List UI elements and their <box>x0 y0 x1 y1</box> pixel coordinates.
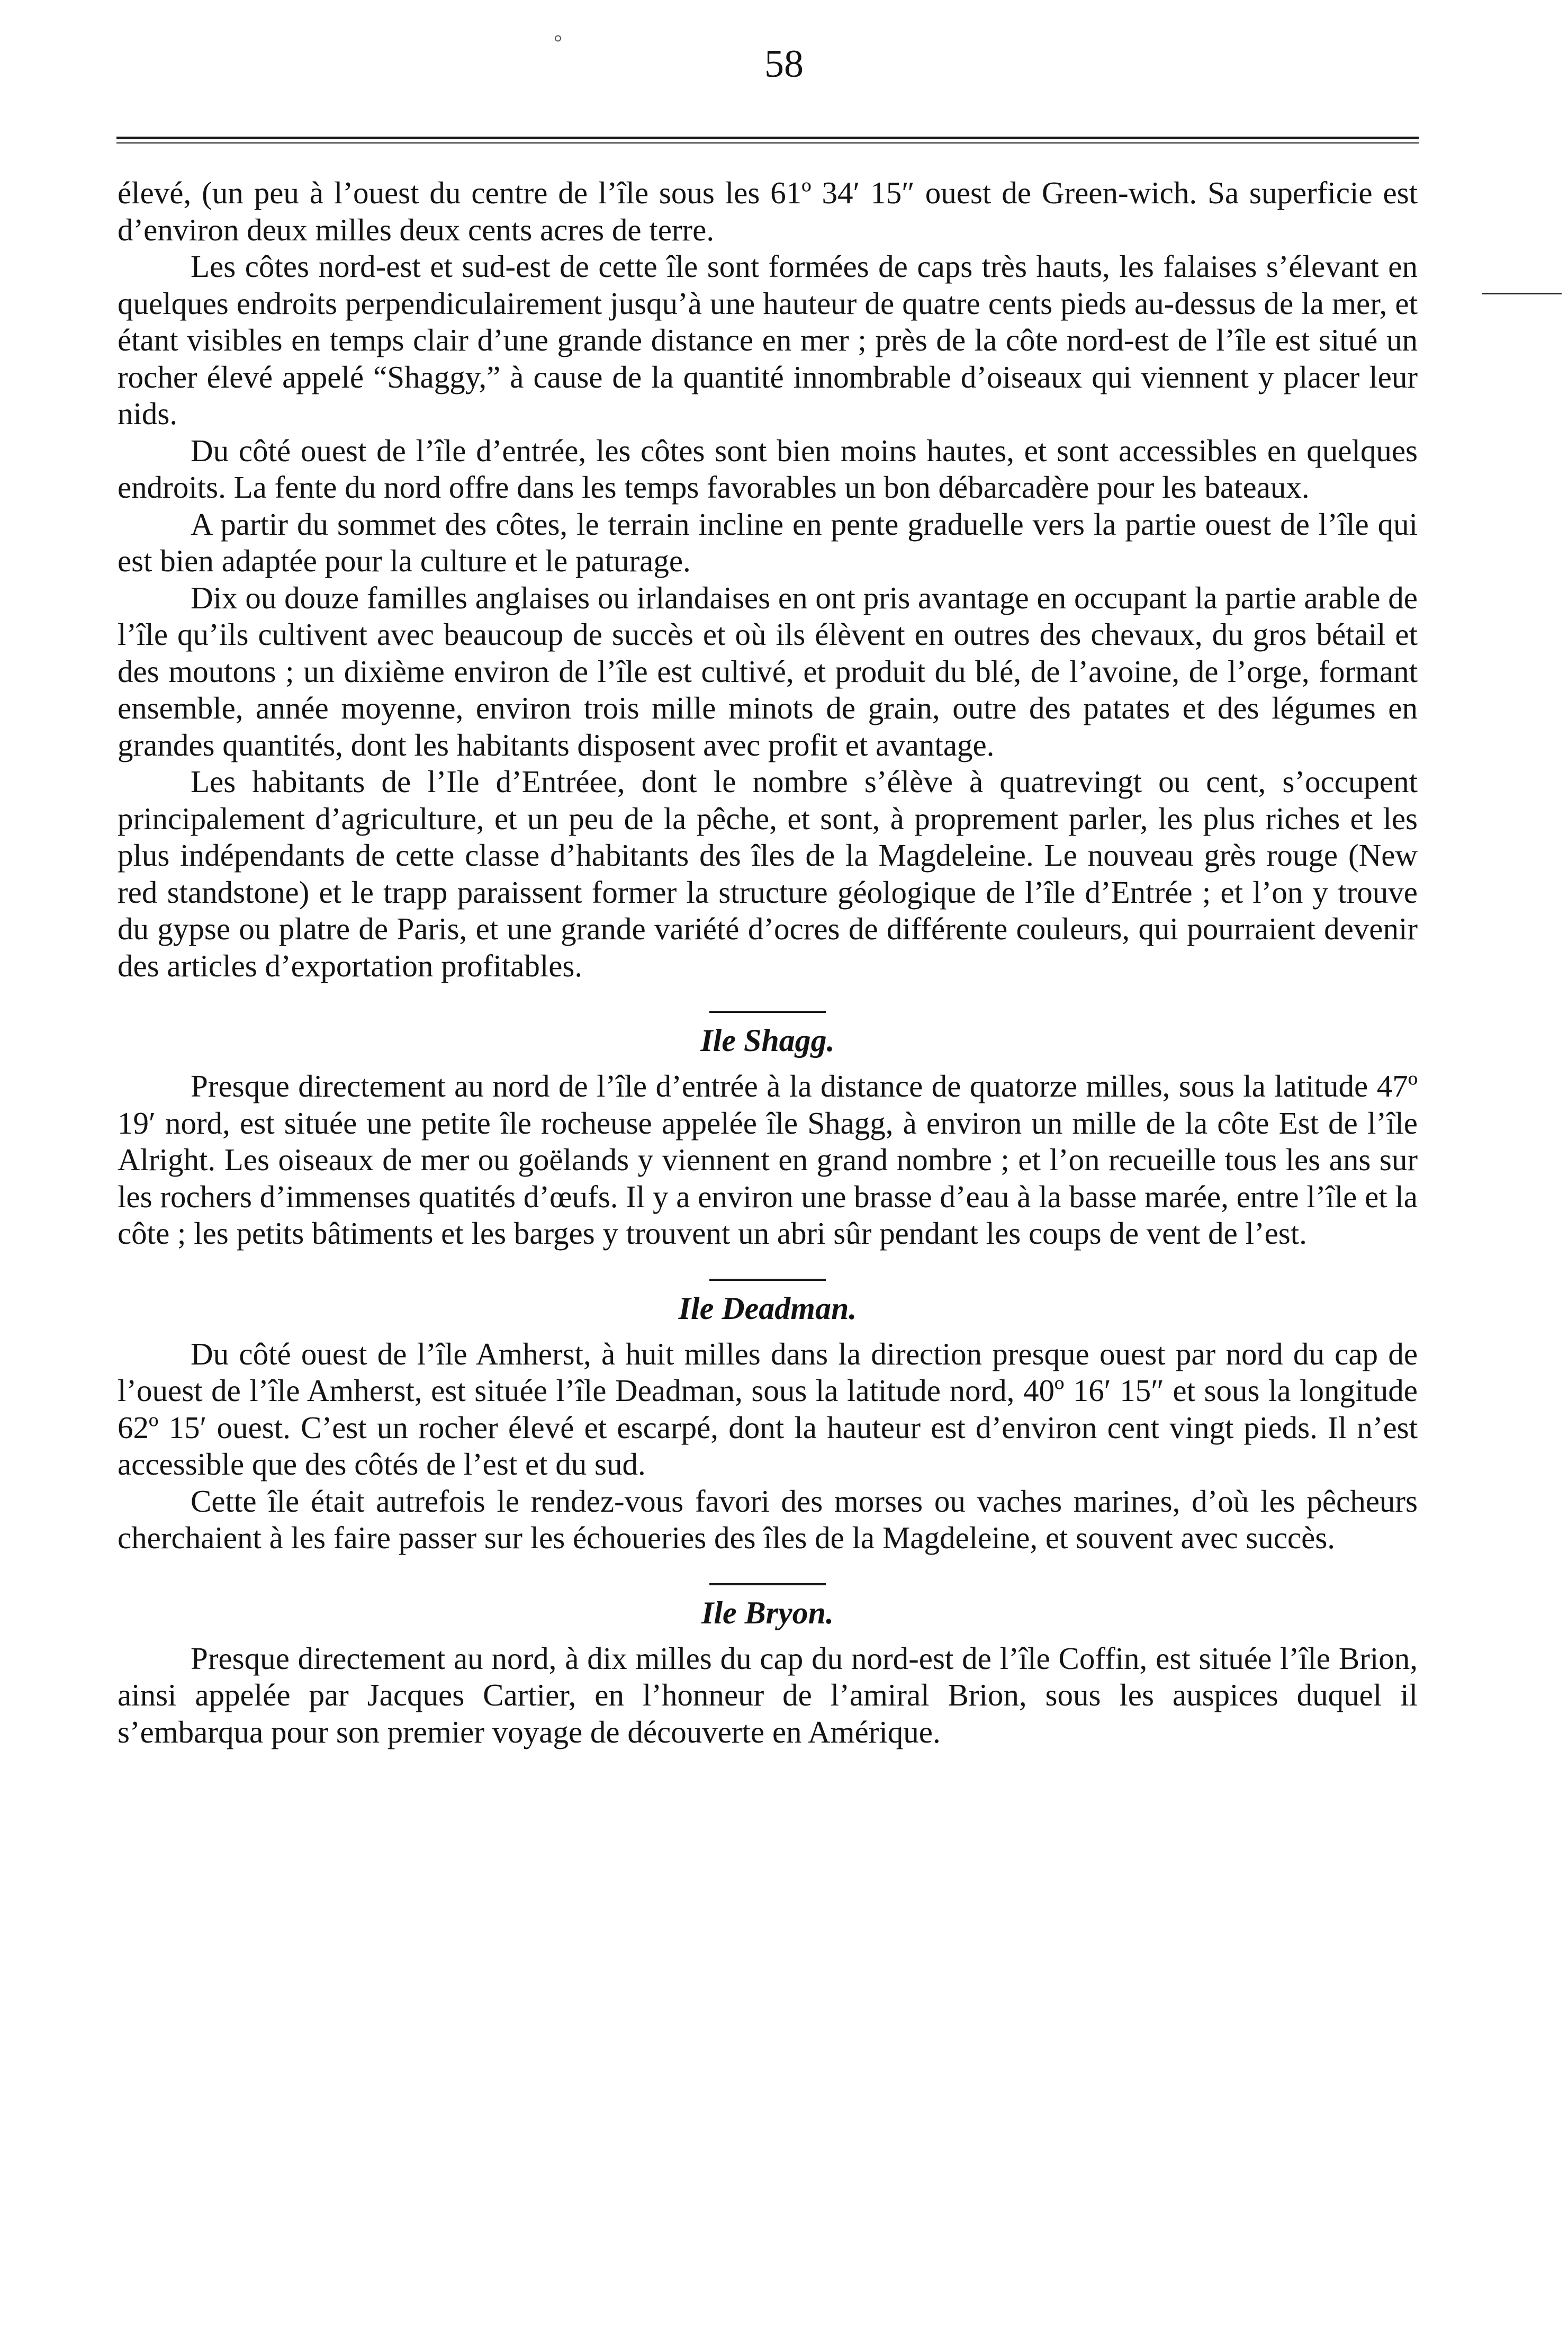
margin-mark <box>1482 293 1562 294</box>
section-separator <box>709 1279 826 1281</box>
section-separator <box>709 1583 826 1585</box>
header-rule <box>116 137 1419 139</box>
paragraph: Presque directement au nord de l’île d’entrée à la distance de quatorze milles, sous la latitude 47º 19′ nord, est située une petite île rocheuse appelée île Shagg, à environ un mille de la côte Est de l’île Alright. Les oiseaux de mer ou goëlands y viennent en grand nombre ; et l’on recueille tous les ans sur les rochers d’immenses quatités d’œufs. Il y a environ une brasse d’eau à la basse marée, entre l’île et la côte ; les petits bâtiments et les barges y trouvent un abri sûr pendant les coups de vent de l’est. <box>118 1069 1418 1251</box>
section-title-ile-shagg: Ile Shagg. <box>700 1023 835 1058</box>
section-title-ile-deadman: Ile Deadman. <box>678 1290 857 1326</box>
section-separator <box>709 1011 826 1013</box>
paragraph: Du côté ouest de l’île Amherst, à huit milles dans la direction presque ouest par nord du cap de l’ouest de l’île Amherst, est située l’île Deadman, sous la latitude nord, 40º 16′ 15″ et sous la longitude 62º 15′ ouest. C’est un rocher élevé et escarpé, dont la hauteur est d’environ cent vingt pieds. Il n’est accessible que des côtés de l’est et du sud. <box>118 1336 1418 1482</box>
paragraph: A partir du sommet des côtes, le terrain incline en pente graduelle vers la partie ouest de l’île qui est bien adaptée pour la culture et le paturage. <box>118 506 1418 578</box>
paragraph: Les côtes nord-est et sud-est de cette île sont formées de caps très hauts, les falaises s’élevant en quelques endroits perpendiculairement jusqu’à une hauteur de quatre cents pieds au-dessus de la mer, et étant visibles en temps clair d’une grande distance en mer ; près de la côte nord-est de l’île est situé un rocher élevé appelé “Shaggy,” à cause de la quantité innombrable d’oiseaux qui viennent y placer leur nids. <box>118 249 1418 431</box>
paragraph: élevé, (un peu à l’ouest du centre de l’île sous les 61º 34′ 15″ ouest de Green-wich. Sa superficie est d’environ deux milles deux cents acres de terre. <box>118 175 1418 247</box>
paragraph: Du côté ouest de l’île d’entrée, les côtes sont bien moins hautes, et sont accessibles en quelques endroits. La fente du nord offre dans les temps favorables un bon débarcadère pour les bateaux. <box>118 433 1418 505</box>
paragraph: Presque directement au nord, à dix milles du cap du nord-est de l’île Coffin, est située l’île Brion, ainsi appelée par Jacques Cartier, en l’honneur de l’amiral Brion, sous les auspices duquel il s’embarqua pour son premier voyage de découverte en Amérique. <box>118 1640 1418 1749</box>
section-title-ile-bryon: Ile Bryon. <box>701 1595 834 1630</box>
page-number: 58 <box>764 42 804 86</box>
stray-mark: ° <box>554 30 562 54</box>
paragraph: Les habitants de l’Ile d’Entréee, dont le nombre s’élève à quatrevingt ou cent, s’occupent principalement d’agriculture, et un peu de la pêche, et sont, à proprement parler, les plus riches et les plus indépendants de cette classe d’habitants des îles de la Magdeleine. Le nouveau grès rouge (New red standstone) et le trapp paraissent former la structure géologique de l’île d’Entrée ; et l’on y trouve du gypse ou platre de Paris, et une grande variété d’ocres de différente couleurs, qui pourraient devenir des articles d’exportation profitables. <box>118 764 1418 983</box>
paragraph: Cette île était autrefois le rendez-vous favori des morses ou vaches marines, d’où les pêcheurs cherchaient à les faire passer sur les échoueries des îles de la Magdeleine, et souvent avec succès. <box>118 1483 1418 1555</box>
body-text <box>118 175 1418 1751</box>
paragraph: Dix ou douze familles anglaises ou irlandaises en ont pris avantage en occupant la partie arable de l’île qu’ils cultivent avec beaucoup de succès et où ils élèvent en outres des chevaux, du gros bétail et des moutons ; un dixième environ de l’île est cultivé, et produit du blé, de l’avoine, de l’orge, formant ensemble, année moyenne, environ trois mille minots de grain, outre des patates et des légumes en grandes quantités, dont les habitants disposent avec profit et avantage. <box>118 580 1418 762</box>
